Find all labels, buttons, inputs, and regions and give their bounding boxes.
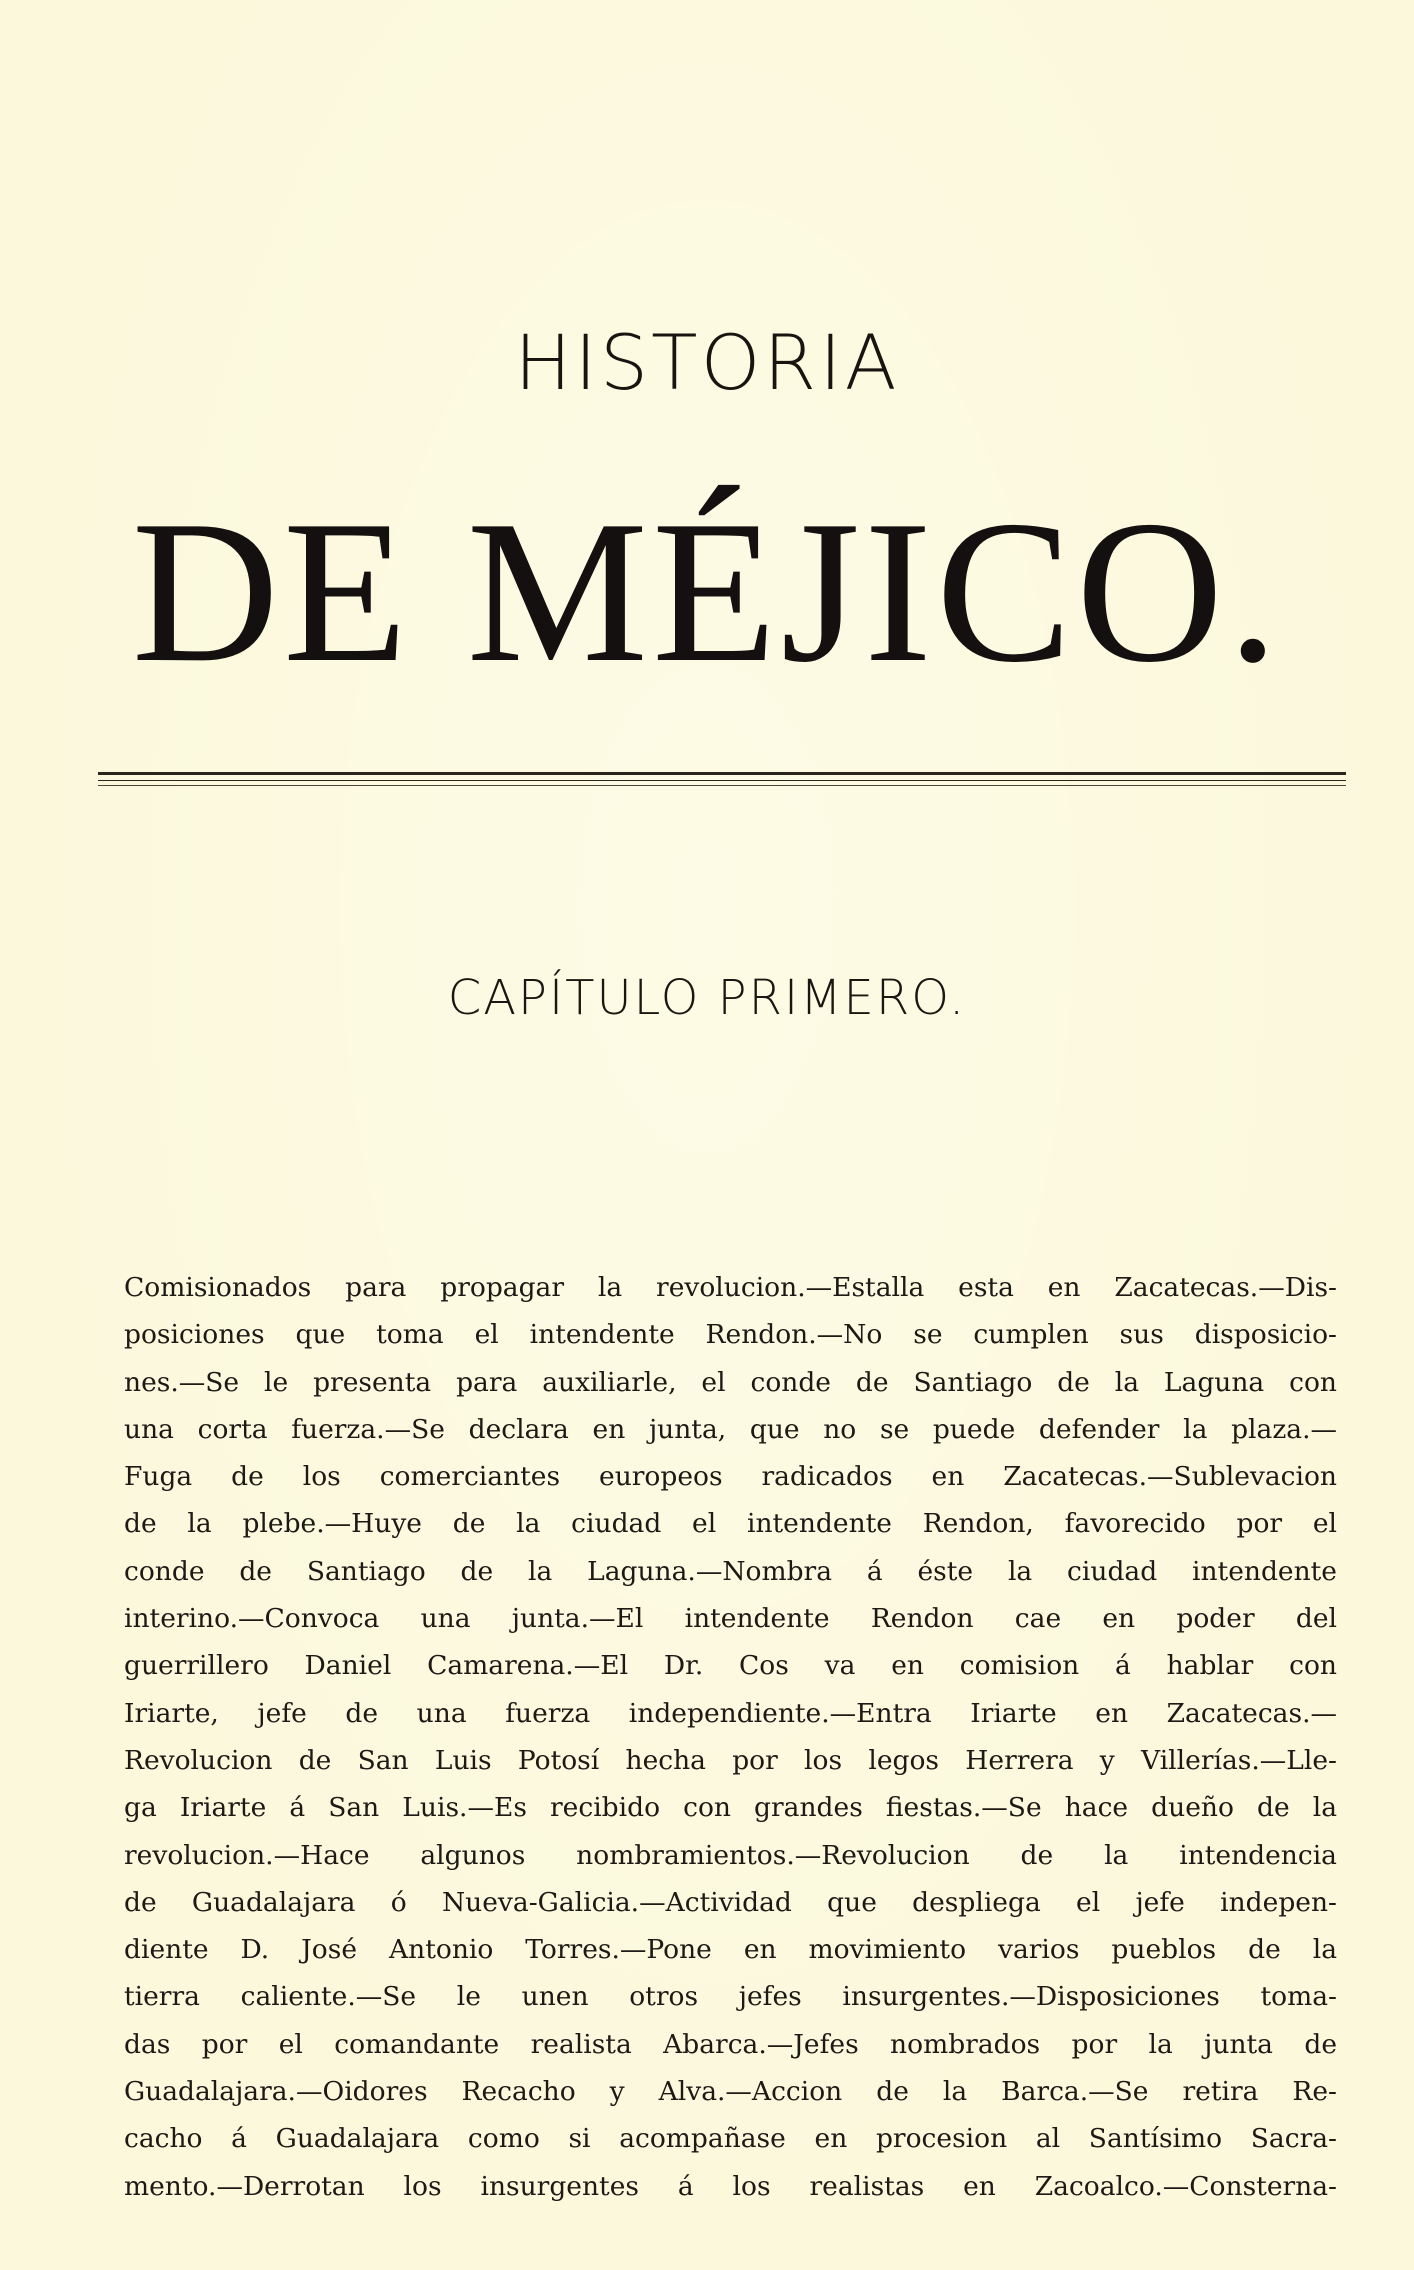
chapter-summary [124,1264,1337,2210]
summary-line: Revolucion de San Luis Potosí hecha por los legos Herrera y Villerías.—Lle- [124,1744,1337,1776]
summary-line: conde de Santiago de la Laguna.—Nombra á éste la ciudad intendente [124,1555,1337,1587]
title-rule-thin [98,780,1346,781]
title-rule-thin [98,785,1346,786]
title-de-mejico: DE MÉJICO. [131,479,1283,705]
summary-line: das por el comandante realista Abarca.—Jefes nombrados por la junta de [124,2028,1337,2060]
summary-line: nes.—Se le presenta para auxiliarle, el conde de Santiago de la Laguna con [124,1366,1337,1398]
summary-line: diente D. José Antonio Torres.—Pone en movimiento varios pueblos de la [124,1934,1337,1966]
summary-line: tierra caliente.—Se le unen otros jefes insurgentes.—Disposiciones toma- [124,1981,1337,2013]
title-rule-thick [98,772,1346,775]
summary-line: revolucion.—Hace algunos nombramientos.—Revolucion de la intendencia [124,1839,1337,1871]
title-historia: HISTORIA [514,318,900,407]
summary-line: de la plebe.—Huye de la ciudad el intendente Rendon, favorecido por el [124,1508,1337,1540]
summary-line: mento.—Derrotan los insurgentes á los realistas en Zacoalco.—Consterna- [124,2170,1337,2202]
summary-line: interino.—Convoca una junta.—El intendente Rendon cae en poder del [124,1603,1337,1635]
summary-line: Iriarte, jefe de una fuerza independiente.—Entra Iriarte en Zacatecas.— [124,1697,1337,1729]
chapter-heading: CAPÍTULO PRIMERO. [447,970,967,1026]
summary-line: ga Iriarte á San Luis.—Es recibido con grandes fiestas.—Se hace dueño de la [124,1792,1337,1824]
summary-line: una corta fuerza.—Se declara en junta, que no se puede defender la plaza.— [124,1413,1337,1445]
summary-line: Guadalajara.—Oidores Recacho y Alva.—Accion de la Barca.—Se retira Re- [124,2076,1337,2108]
summary-line: de Guadalajara ó Nueva-Galicia.—Actividad que despliega el jefe indepen- [124,1886,1337,1918]
summary-line: Comisionados para propagar la revolucion.—Estalla esta en Zacatecas.—Dis- [124,1272,1337,1303]
summary-line: posiciones que toma el intendente Rendon.—No se cumplen sus disposicio- [124,1319,1337,1351]
summary-line: cacho á Guadalajara como si acompañase en procesion al Santísimo Sacra- [124,2123,1337,2155]
summary-line: guerrillero Daniel Camarena.—El Dr. Cos va en comision á hablar con [124,1650,1337,1682]
summary-line: Fuga de los comerciantes europeos radicados en Zacatecas.—Sublevacion [124,1461,1337,1493]
